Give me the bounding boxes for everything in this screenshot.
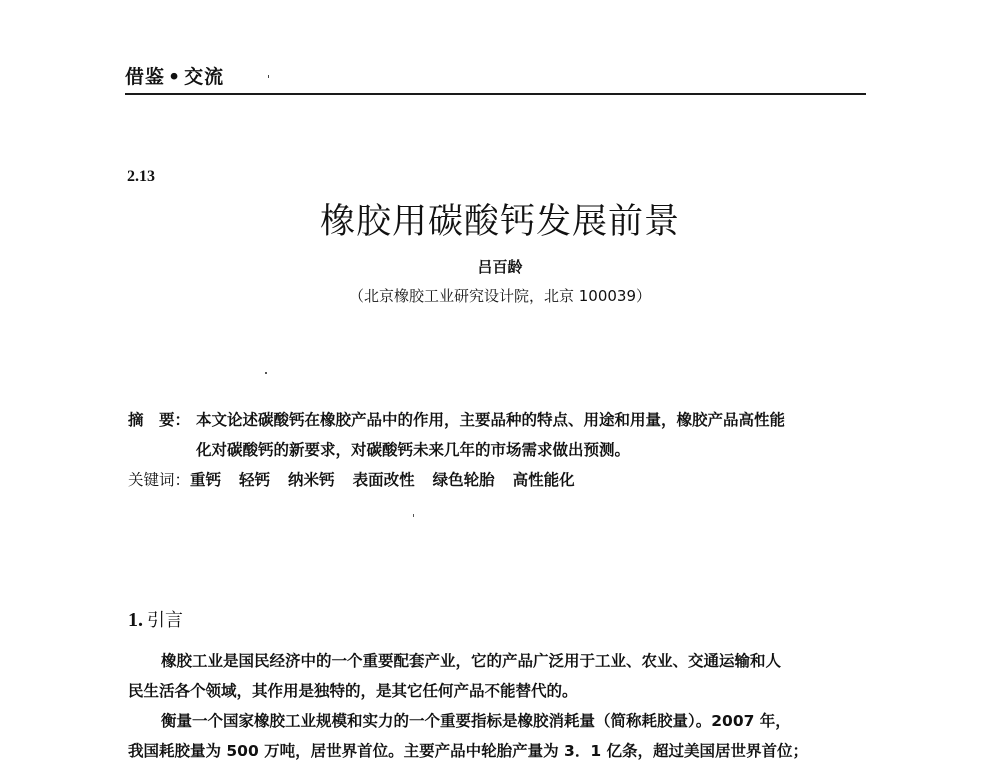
abstract: [128, 405, 873, 465]
paragraph-line: 民生活各个领域，其作用是独特的，是其它任何产品不能替代的。: [128, 682, 578, 700]
paragraph: [128, 706, 870, 766]
paragraph: [128, 646, 870, 706]
paper-section-number: 2.13: [127, 168, 155, 185]
paper-title: 橡胶用碳酸钙发展前景: [319, 202, 680, 242]
running-head-left: 借鉴: [125, 66, 166, 88]
abstract-line-1: 本文论述碳酸钙在橡胶产品中的作用，主要品种的特点、用途和用量，橡胶产品高性能: [196, 410, 786, 429]
abstract-label: 摘 要：: [128, 410, 191, 429]
paper-author: 吕百龄: [477, 258, 523, 276]
keyword: 高性能化: [512, 470, 575, 489]
keyword: 重钙: [190, 470, 222, 489]
header-rule: [125, 93, 866, 95]
scan-speck: [268, 75, 269, 78]
running-head-separator: •: [168, 66, 182, 88]
keyword: 纳米钙: [288, 470, 335, 489]
running-head: [125, 62, 224, 89]
keyword: 表面改性: [352, 470, 415, 489]
keywords: [128, 465, 593, 495]
scan-speck: [413, 514, 414, 517]
paper-affiliation: （北京橡胶工业研究设计院，北京 100039）: [348, 287, 652, 305]
section-heading-title: 引言: [147, 610, 183, 631]
keyword: 轻钙: [239, 470, 271, 489]
running-head-right: 交流: [184, 66, 225, 88]
paragraph-line: 我国耗胶量为 500 万吨，居世界首位。主要产品中轮胎产量为 3．1 亿条，超过美国居世界首位；: [128, 742, 809, 760]
body-text: [128, 646, 870, 766]
scan-speck: [265, 372, 267, 374]
section-heading-number: 1.: [128, 609, 143, 631]
keywords-label: 关键词：: [128, 471, 191, 489]
keyword: 绿色轮胎: [432, 470, 495, 489]
abstract-line-2: 化对碳酸钙的新要求，对碳酸钙未来几年的市场需求做出预测。: [196, 440, 631, 459]
section-heading-introduction: [128, 606, 183, 632]
paragraph-line: 衡量一个国家橡胶工业规模和实力的一个重要指标是橡胶消耗量（简称耗胶量）。2007 年，: [161, 712, 791, 730]
paragraph-line: 橡胶工业是国民经济中的一个重要配套产业，它的产品广泛用于工业、农业、交通运输和人: [161, 652, 782, 670]
